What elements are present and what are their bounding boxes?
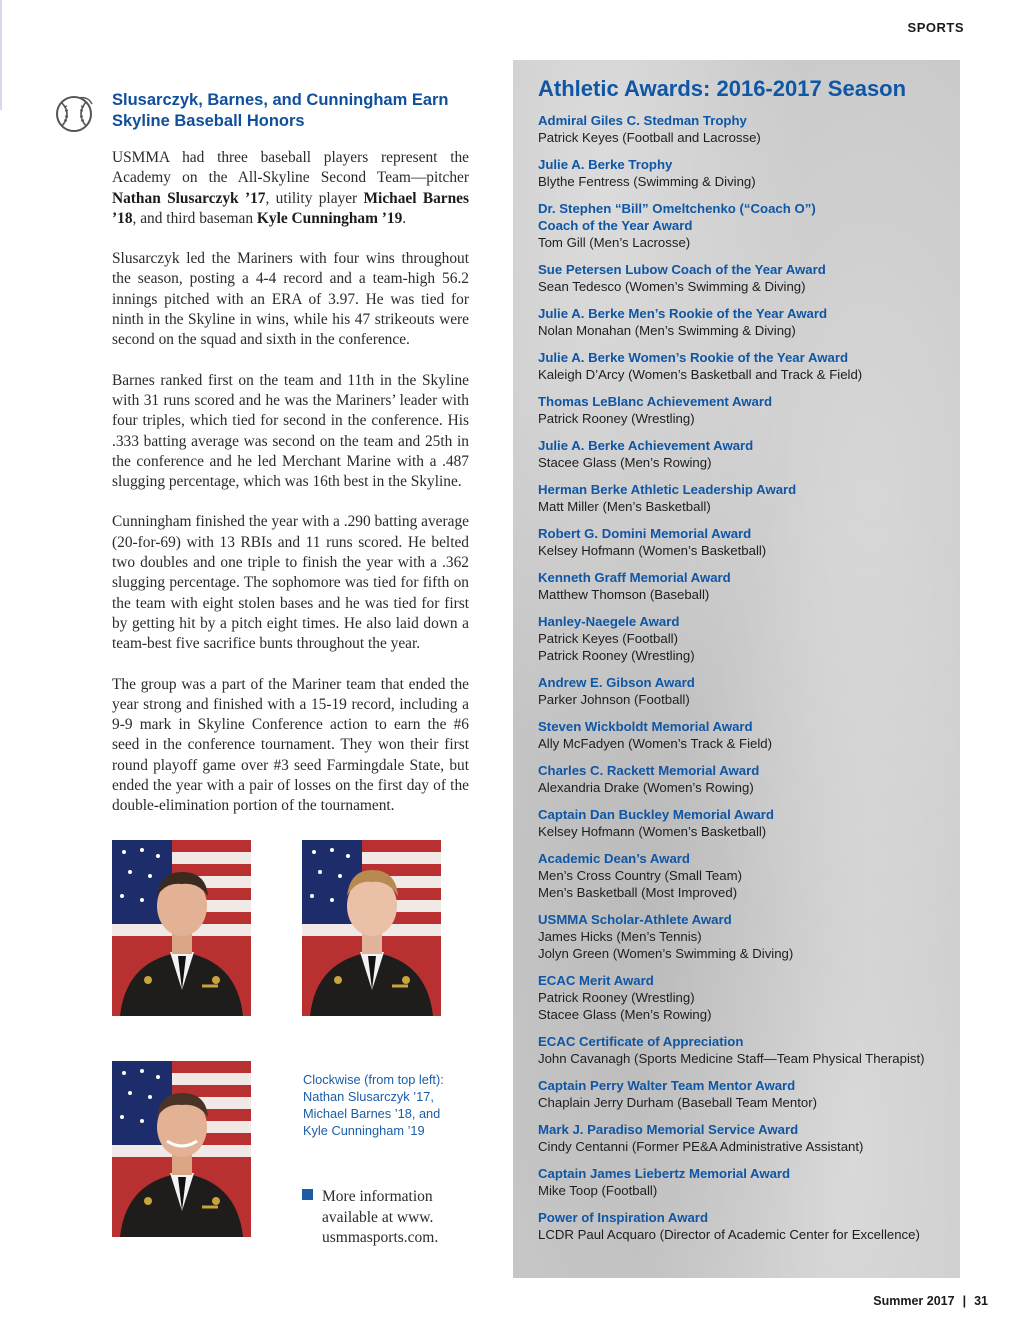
- award-entry: [538, 481, 953, 515]
- player-name: Nathan Slusarczyk ’17: [112, 189, 266, 207]
- award-recipient: Matthew Thomson (Baseball): [538, 587, 710, 602]
- award-entry: [538, 437, 953, 471]
- player-photo-slusarczyk: [112, 840, 251, 1016]
- award-name: [538, 1033, 953, 1050]
- award-recipient: Patrick Keyes (Football): [538, 631, 678, 646]
- award-name: [538, 972, 953, 989]
- article-paragraph-1: [112, 148, 469, 229]
- award-recipient: Patrick Rooney (Wrestling): [538, 411, 695, 426]
- more-info-text: [322, 1187, 477, 1249]
- award-name-line: Julie A. Berke Trophy: [538, 157, 673, 172]
- award-recipient: Stacee Glass (Men’s Rowing): [538, 1007, 712, 1022]
- award-entry: [538, 261, 953, 295]
- award-name-line: Power of Inspiration Award: [538, 1210, 708, 1225]
- award-name-line: USMMA Scholar-Athlete Award: [538, 912, 732, 927]
- more-info: [302, 1187, 477, 1249]
- award-recipient: Men’s Basketball (Most Improved): [538, 885, 738, 900]
- award-name: [538, 200, 953, 234]
- award-name-line: Andrew E. Gibson Award: [538, 675, 695, 690]
- award-name-line: Charles C. Rackett Memorial Award: [538, 763, 760, 778]
- award-entry: [538, 112, 953, 146]
- award-recipient: Chaplain Jerry Durham (Baseball Team Mentor): [538, 1095, 818, 1110]
- award-name: [538, 911, 953, 928]
- award-recipient: Tom Gill (Men’s Lacrosse): [538, 235, 691, 250]
- award-name: [538, 1121, 953, 1138]
- photo-caption: [303, 1071, 473, 1139]
- award-entry: [538, 569, 953, 603]
- award-recipient: Men’s Cross Country (Small Team): [538, 868, 742, 883]
- awards-list: [538, 112, 953, 1253]
- more-info-line: usmmasports.com.: [322, 1229, 439, 1246]
- award-name: [538, 112, 953, 129]
- award-name: [538, 393, 953, 410]
- award-name-line: Robert G. Domini Memorial Award: [538, 526, 752, 541]
- article-paragraph-3: Barnes ranked first on the team and 11th in the Skyline with 31 runs scored and he was the Mariners’ leader with four triples, which tied for second in the conference. His .333 batting average was second on the team and 25th in the conference and he led Merchant Marine with a .487 slugging percentage, which was 16th best in the Skyline.: [112, 371, 469, 491]
- award-entry: [538, 1209, 953, 1243]
- baseball-icon: [52, 92, 96, 136]
- award-entry: [538, 806, 953, 840]
- award-name: [538, 674, 953, 691]
- award-name: [538, 718, 953, 735]
- award-entry: [538, 525, 953, 559]
- square-bullet-icon: [302, 1189, 313, 1200]
- award-name: [538, 156, 953, 173]
- award-entry: [538, 349, 953, 383]
- player-name: Michael Barnes ’18: [112, 189, 470, 227]
- article-paragraph-4: Cunningham finished the year with a .290 batting average (20-for-69) with 13 RBIs and 11 runs scored. He belted two doubles and one triple to finish the year with a .362 slugging percentage. The sophomore was tied for fifth on the team with eight stolen bases and he was tied for first by getting hit by a pitch eight times. He also laid down a team-best five sacrifice bunts throughout the year.: [112, 513, 469, 653]
- award-entry: [538, 762, 953, 796]
- text-run: , utility player: [265, 189, 364, 207]
- award-entry: [538, 911, 953, 962]
- player-photo-cunningham: [112, 1061, 251, 1237]
- award-entry: [538, 393, 953, 427]
- award-recipient: Matt Miller (Men’s Basketball): [538, 499, 711, 514]
- issue-label: Summer 2017: [873, 1294, 955, 1308]
- text-run: .: [402, 209, 407, 227]
- award-entry: [538, 305, 953, 339]
- award-recipient: Alexandria Drake (Women’s Rowing): [538, 780, 754, 795]
- award-recipient: Patrick Rooney (Wrestling): [538, 648, 695, 663]
- article-title: Slusarczyk, Barnes, and Cunningham Earn Skyline Baseball Honors: [112, 91, 449, 130]
- section-label: SPORTS: [907, 20, 964, 35]
- award-name-line: Kenneth Graff Memorial Award: [538, 570, 731, 585]
- award-name: [538, 261, 953, 278]
- player-photo-barnes: [302, 840, 441, 1016]
- caption-line: Michael Barnes ’18, and: [303, 1106, 441, 1121]
- award-recipient: Kelsey Hofmann (Women’s Basketball): [538, 824, 767, 839]
- award-recipient: Parker Johnson (Football): [538, 692, 690, 707]
- awards-panel: [513, 60, 960, 1278]
- award-entry: [538, 1033, 953, 1067]
- award-recipient: LCDR Paul Acquaro (Director of Academic Center for Excellence): [538, 1227, 920, 1242]
- article-paragraph-5: The group was a part of the Mariner team that ended the year strong and finished with a 15-19 record, including a 9-9 mark in Skyline Conference action to earn the #6 seed in the conference tournament. They won their first round playoff game over #3 seed Farmingdale State, but ended the year with a pair of losses on the first day of the double-elimination portion of the tournament.: [112, 675, 469, 815]
- award-name: [538, 569, 953, 586]
- award-name-line: Captain James Liebertz Memorial Award: [538, 1166, 791, 1181]
- award-name: [538, 437, 953, 454]
- award-recipient: John Cavanagh (Sports Medicine Staff—Team Physical Therapist): [538, 1051, 925, 1066]
- award-recipient: Jolyn Green (Women’s Swimming & Diving): [538, 946, 794, 961]
- award-name: [538, 850, 953, 867]
- text-run: , and third baseman: [132, 209, 257, 227]
- award-entry: [538, 1121, 953, 1155]
- text-run: USMMA had three baseball players represent the Academy on the All-Skyline Second Team—pitcher: [112, 149, 469, 187]
- award-recipient: Blythe Fentress (Swimming & Diving): [538, 174, 756, 189]
- article-body: [112, 148, 469, 837]
- caption-line: Clockwise (from top left):: [303, 1072, 444, 1087]
- award-entry: [538, 718, 953, 752]
- award-recipient: Stacee Glass (Men’s Rowing): [538, 455, 712, 470]
- award-recipient: James Hicks (Men’s Tennis): [538, 929, 702, 944]
- award-name: [538, 806, 953, 823]
- award-recipient: Patrick Keyes (Football and Lacrosse): [538, 130, 761, 145]
- award-entry: [538, 674, 953, 708]
- award-recipient: Patrick Rooney (Wrestling): [538, 990, 695, 1005]
- award-recipient: Ally McFadyen (Women’s Track & Field): [538, 736, 773, 751]
- page-edge-line: [0, 0, 2, 110]
- caption-line: Nathan Slusarczyk ’17,: [303, 1089, 434, 1104]
- award-name-line: Steven Wickboldt Memorial Award: [538, 719, 753, 734]
- award-name-line: Sue Petersen Lubow Coach of the Year Award: [538, 262, 826, 277]
- award-name-line: ECAC Merit Award: [538, 973, 654, 988]
- award-name: [538, 481, 953, 498]
- award-name: [538, 1165, 953, 1182]
- award-name: [538, 525, 953, 542]
- award-name: [538, 613, 953, 630]
- award-entry: [538, 1077, 953, 1111]
- award-entry: [538, 200, 953, 251]
- award-recipient: Kaleigh D’Arcy (Women’s Basketball and Track & Field): [538, 367, 863, 382]
- article-paragraph-2: Slusarczyk led the Mariners with four wins throughout the season, posting a 4-4 record and a team-high 56.2 innings pitched with an ERA of 3.97. He was tied for ninth in the Skyline in wins, while his 47 strikeouts were second on the squad and sixth in the conference.: [112, 250, 469, 349]
- award-name-line: Mark J. Paradiso Memorial Service Award: [538, 1122, 799, 1137]
- award-name-line: Captain Perry Walter Team Mentor Award: [538, 1078, 796, 1093]
- award-entry: [538, 972, 953, 1023]
- award-name-line: Academic Dean’s Award: [538, 851, 690, 866]
- award-name-line: Thomas LeBlanc Achievement Award: [538, 394, 773, 409]
- award-recipient: Nolan Monahan (Men’s Swimming & Diving): [538, 323, 796, 338]
- award-name: [538, 1077, 953, 1094]
- award-name: [538, 1209, 953, 1226]
- award-name-line: Captain Dan Buckley Memorial Award: [538, 807, 774, 822]
- player-name: Kyle Cunningham ’19: [256, 209, 403, 227]
- award-entry: [538, 1165, 953, 1199]
- award-name-line: ECAC Certificate of Appreciation: [538, 1034, 744, 1049]
- award-name-line: Julie A. Berke Women’s Rookie of the Year Award: [538, 350, 849, 365]
- caption-line: Kyle Cunningham ’19: [303, 1123, 425, 1138]
- award-name: [538, 349, 953, 366]
- award-name-line: Hanley-Naegele Award: [538, 614, 680, 629]
- award-entry: [538, 613, 953, 664]
- award-name: [538, 762, 953, 779]
- awards-title: Athletic Awards: 2016-2017 Season: [538, 76, 907, 101]
- more-info-line: available at www.: [322, 1208, 434, 1226]
- award-recipient: Kelsey Hofmann (Women’s Basketball): [538, 543, 767, 558]
- award-name-line: Julie A. Berke Achievement Award: [538, 438, 754, 453]
- page-number: 31: [974, 1294, 988, 1308]
- award-entry: [538, 156, 953, 190]
- award-name-line: Herman Berke Athletic Leadership Award: [538, 482, 797, 497]
- award-name-line: Coach of the Year Award: [538, 218, 693, 233]
- award-name: [538, 305, 953, 322]
- award-recipient: Mike Toop (Football): [538, 1183, 658, 1198]
- more-info-line: More information: [322, 1188, 433, 1205]
- page-footer: [873, 1294, 988, 1308]
- award-name-line: Julie A. Berke Men’s Rookie of the Year Award: [538, 306, 828, 321]
- award-recipient: Sean Tedesco (Women’s Swimming & Diving): [538, 279, 806, 294]
- award-name-line: Dr. Stephen “Bill” Omeltchenko (“Coach O”): [538, 201, 816, 216]
- footer-separator: |: [962, 1294, 967, 1308]
- award-recipient: Cindy Centanni (Former PE&A Administrative Assistant): [538, 1139, 864, 1154]
- award-name-line: Admiral Giles C. Stedman Trophy: [538, 113, 747, 128]
- award-entry: [538, 850, 953, 901]
